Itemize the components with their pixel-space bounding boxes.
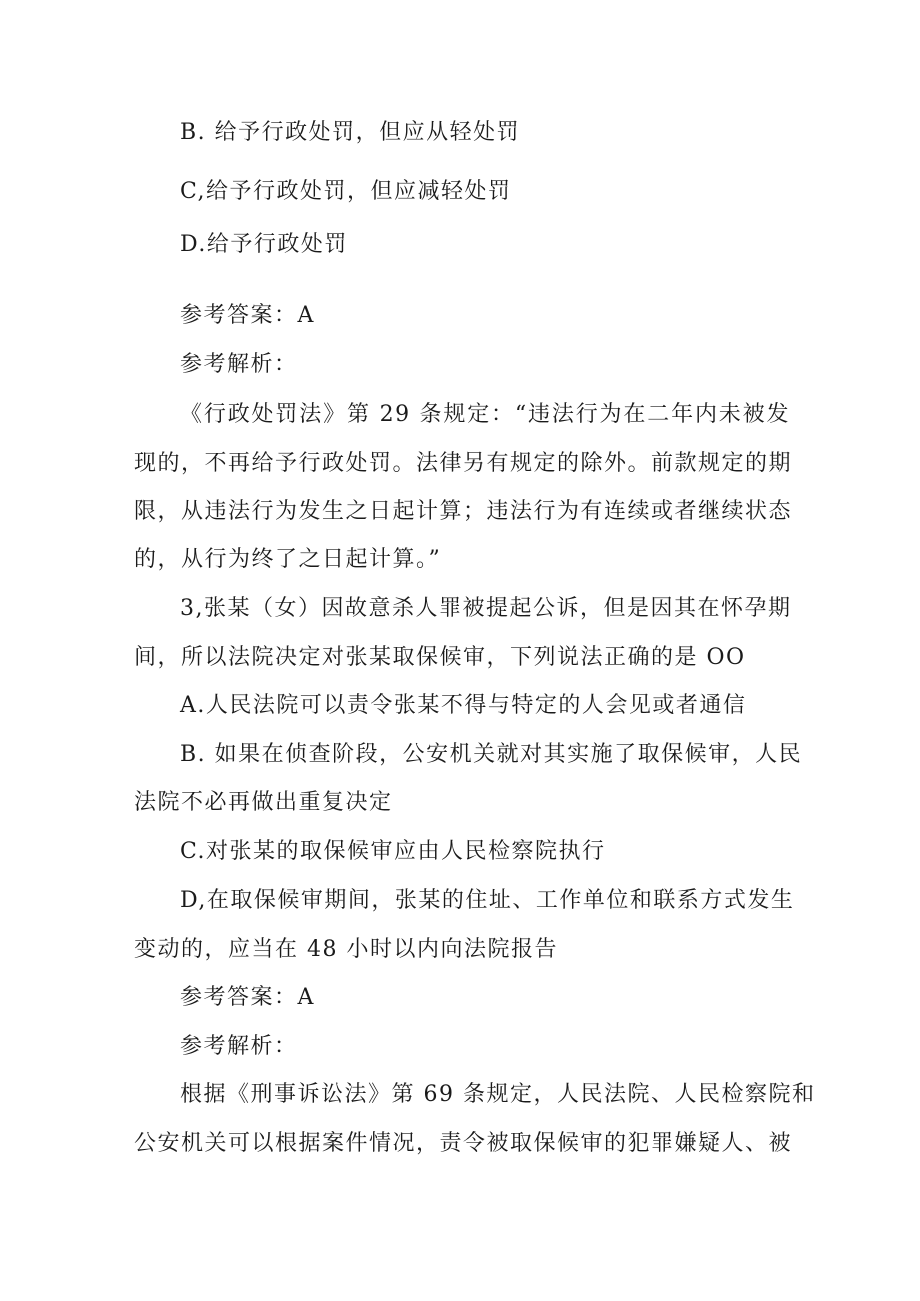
q3-stem-line-1: 3,张某（女）因故意杀人罪被提起公诉，但是因其在怀孕期: [180, 596, 792, 621]
q2-analysis-line-4: 的，从行为终了之日起计算。”: [134, 547, 442, 572]
q2-answer: 参考答案：A: [180, 303, 315, 328]
q2-analysis-line-2: 现的，不再给予行政处罚。法律另有规定的除外。前款规定的期: [134, 451, 793, 476]
q3-analysis-label: 参考解析：: [180, 1034, 298, 1059]
q3-option-c: C.对张某的取保候审应由人民检察院执行: [180, 839, 606, 864]
q3-analysis-line-1: 根据《刑事诉讼法》第 69 条规定，人民法院、人民检察院和: [180, 1082, 816, 1107]
q3-answer: 参考答案：A: [180, 985, 315, 1010]
q3-option-d-line-2: 变动的，应当在 48 小时以内向法院报告: [134, 937, 558, 962]
q3-option-a: A.人民法院可以责令张某不得与特定的人会见或者通信: [180, 693, 747, 718]
q2-analysis-line-1: 《行政处罚法》第 29 条规定：“违法行为在二年内未被发: [180, 402, 790, 427]
q2-option-d: D.给予行政处罚: [180, 232, 348, 257]
q3-stem-line-2: 间，所以法院决定对张某取保候审，下列说法正确的是 OO: [134, 645, 746, 670]
q2-option-c: C,给予行政处罚，但应减轻处罚: [180, 179, 512, 204]
q3-analysis-line-2: 公安机关可以根据案件情况，责令被取保候审的犯罪嫌疑人、被: [134, 1131, 793, 1156]
q3-option-d-line-1: D,在取保候审期间，张某的住址、工作单位和联系方式发生: [180, 888, 795, 913]
q3-option-b-line-2: 法院不必再做出重复决定: [134, 790, 393, 815]
q3-option-b-line-1: B. 如果在侦查阶段，公安机关就对其实施了取保候审，人民: [180, 742, 803, 767]
q2-option-b: B. 给予行政处罚，但应从轻处罚: [180, 120, 521, 145]
q2-analysis-line-3: 限，从违法行为发生之日起计算；违法行为有连续或者继续状态: [134, 499, 793, 524]
q2-analysis-label: 参考解析：: [180, 352, 298, 377]
